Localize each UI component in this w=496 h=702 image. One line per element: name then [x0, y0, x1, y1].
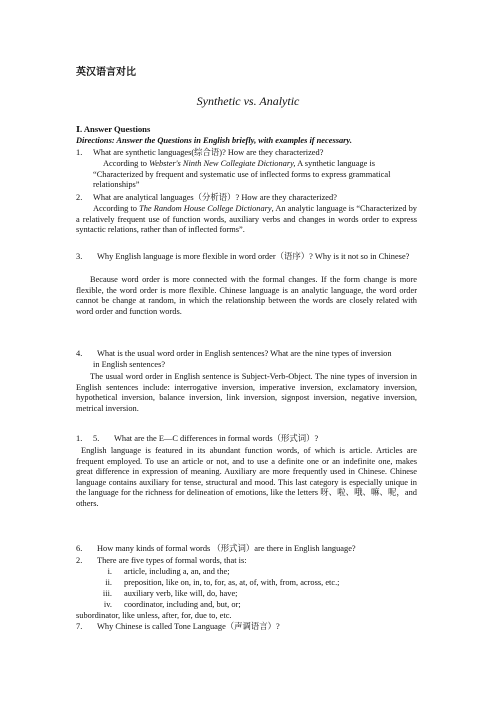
- answer-3: Because word order is more connected with the formal changes. If the form change is more flexible, the word order is more flexible. Chinese language is an analytic language, the word order cannot be change at random, in which the relationship between the words are closely related with word order and function words.: [76, 275, 417, 316]
- question-text: What is the usual word order in English sentences? What are the nine types of inversion in English sentences?: [93, 349, 392, 369]
- question-text: What are analytical languages（分析语）? How are they characterized?: [93, 193, 337, 202]
- question-2: [76, 193, 417, 204]
- list-number: 2.: [76, 556, 83, 565]
- question-text: Why English language is more flexible in word order（语序）? Why is it not so in Chinese?: [97, 252, 410, 261]
- directions-text: Directions: Answer the Questions in English briefly, with examples if necessary.: [76, 136, 352, 145]
- answer-4: The usual word order in English sentence is Subject-Verb-Object. The nine types of inversion in English sentences include: interrogative inversion, imperative inversion, exclamatory inversion, hypothetical inversion, balance inversion, link inversion, signpost inversion, negative inversion, metrical inversion.: [76, 372, 417, 413]
- answer-intro: According to: [93, 204, 140, 213]
- question-subnumber: 5.: [93, 434, 100, 443]
- answer-intro: According to: [103, 159, 150, 168]
- list-item-numeral: i.: [107, 567, 112, 576]
- answer-body: A synthetic language is “Characterized by frequent and systematic use of inflected forms to express grammatical relationships”: [93, 159, 391, 190]
- list-item-numeral: iv.: [103, 600, 112, 609]
- page-heading: 英汉语言对比: [76, 67, 136, 78]
- list-tail-item: subordinator, like unless, after, for, due to, etc.: [76, 611, 232, 620]
- question-3: [76, 252, 417, 263]
- question-text: What are synthetic languages(综合语)? How are they characterized?: [93, 148, 324, 157]
- source-citation: Webster's Ninth New Collegiate Dictionary,: [149, 159, 296, 168]
- list-item-text: coordinator, including and, but, or;: [124, 600, 241, 609]
- list-item-text: auxiliary verb, like will, do, have;: [124, 589, 238, 598]
- question-number: 4.: [76, 349, 83, 358]
- question-number: 1.: [76, 434, 83, 443]
- question-number: 1.: [76, 148, 83, 157]
- question-number: 2.: [76, 193, 83, 202]
- list-item-numeral: iii.: [102, 589, 112, 598]
- answer-2: [76, 204, 417, 236]
- list-item-text: preposition, like on, in, to, for, as, at, of, with, from, across, etc.;: [124, 578, 340, 587]
- question-text: What are the E—C differences in formal words（形式词）?: [114, 434, 319, 443]
- answer-body: , An analytic language is “Characterized by a relatively frequent use of function words, auxiliary verbs and changes in words order to express syntactic relations, rather than of inflected forms”.: [76, 204, 417, 235]
- source-citation: The Random House College Dictionary: [139, 204, 272, 213]
- question-number: 3.: [76, 252, 83, 261]
- question-number: 7.: [76, 622, 83, 631]
- question-7: [76, 622, 417, 633]
- answer-5: English language is featured in its abundant function words, of which is article. Articles are frequent employed. To use an article or not, and to use a definite one or an indefinite one, makes great difference in expression of meaning. Auxiliary are more frequently used in Chinese. Chinese language contains auxiliary for tense, structural and mood. This last category is especially unique in the language for the richness for delineation of emotions, like the letters 呀、啦、哦、嘛、呢，and others.: [76, 446, 417, 508]
- answer-text: There are five types of formal words, that is:: [97, 556, 247, 565]
- list-item-numeral: ii.: [105, 578, 112, 587]
- answer-1: [93, 159, 393, 191]
- document-title: Synthetic vs. Analytic: [196, 94, 300, 108]
- question-4: [76, 349, 417, 370]
- section-heading: Ⅰ. Answer Questions: [76, 124, 151, 134]
- question-1: [76, 148, 417, 159]
- question-text: Why Chinese is called Tone Language（声调语言）?: [97, 622, 280, 631]
- question-number: 6.: [76, 544, 83, 553]
- question-6: [76, 544, 417, 555]
- question-text: How many kinds of formal words （形式词）are there in English language?: [97, 544, 356, 553]
- list-item-text: article, including a, an, and the;: [124, 567, 230, 576]
